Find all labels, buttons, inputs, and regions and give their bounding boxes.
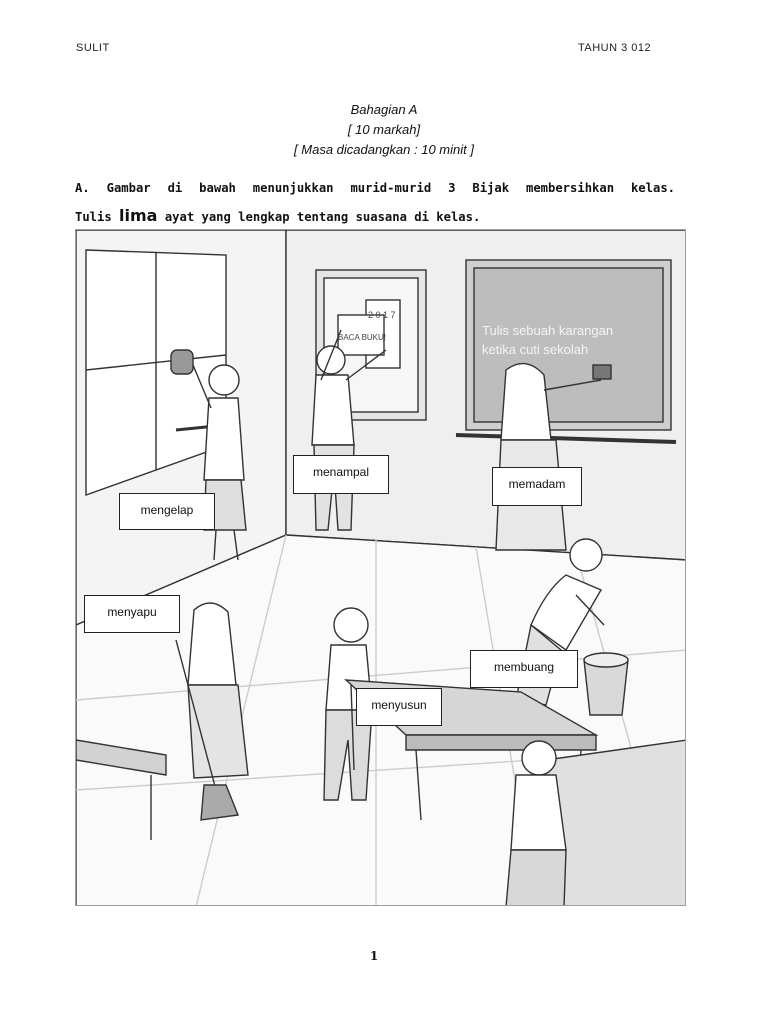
instruction-post: ayat yang lengkap tentang suasana di kelas. [164, 210, 481, 224]
instruction-pre: Tulis [75, 210, 112, 224]
board-text-1: Tulis sebuah karangan [482, 323, 614, 338]
calendar-text: 2 0 1 7 [368, 310, 396, 320]
section-marks: [ 10 markah] [347, 122, 421, 137]
classroom-illustration [75, 229, 686, 906]
label-menyapu: menyapu [84, 595, 180, 633]
label-memadam: memadam [492, 467, 582, 506]
classroom-scene [76, 230, 686, 906]
section-time: [ Masa dicadangkan : 10 minit ] [294, 142, 474, 157]
board-text-2: ketika cuti sekolah [482, 342, 589, 357]
instruction-line-2 [75, 206, 675, 225]
poster-text: BACA BUKU! [338, 333, 387, 342]
instruction-line-1: A. Gambar di bawah menunjukkan murid-murid 3 Bijak membersihkan kelas. [75, 181, 675, 195]
page-number: 1 [369, 949, 379, 963]
section-heading [0, 100, 768, 160]
header-left: SULIT [76, 42, 110, 54]
instruction-emphasis: lima [119, 206, 158, 225]
label-menyusun: menyusun [356, 688, 442, 726]
label-mengelap: mengelap [119, 493, 215, 530]
label-membuang: membuang [470, 650, 578, 688]
section-title: Bahagian A [350, 102, 418, 117]
header-right: TAHUN 3 012 [578, 42, 652, 54]
label-menampal: menampal [293, 455, 389, 494]
